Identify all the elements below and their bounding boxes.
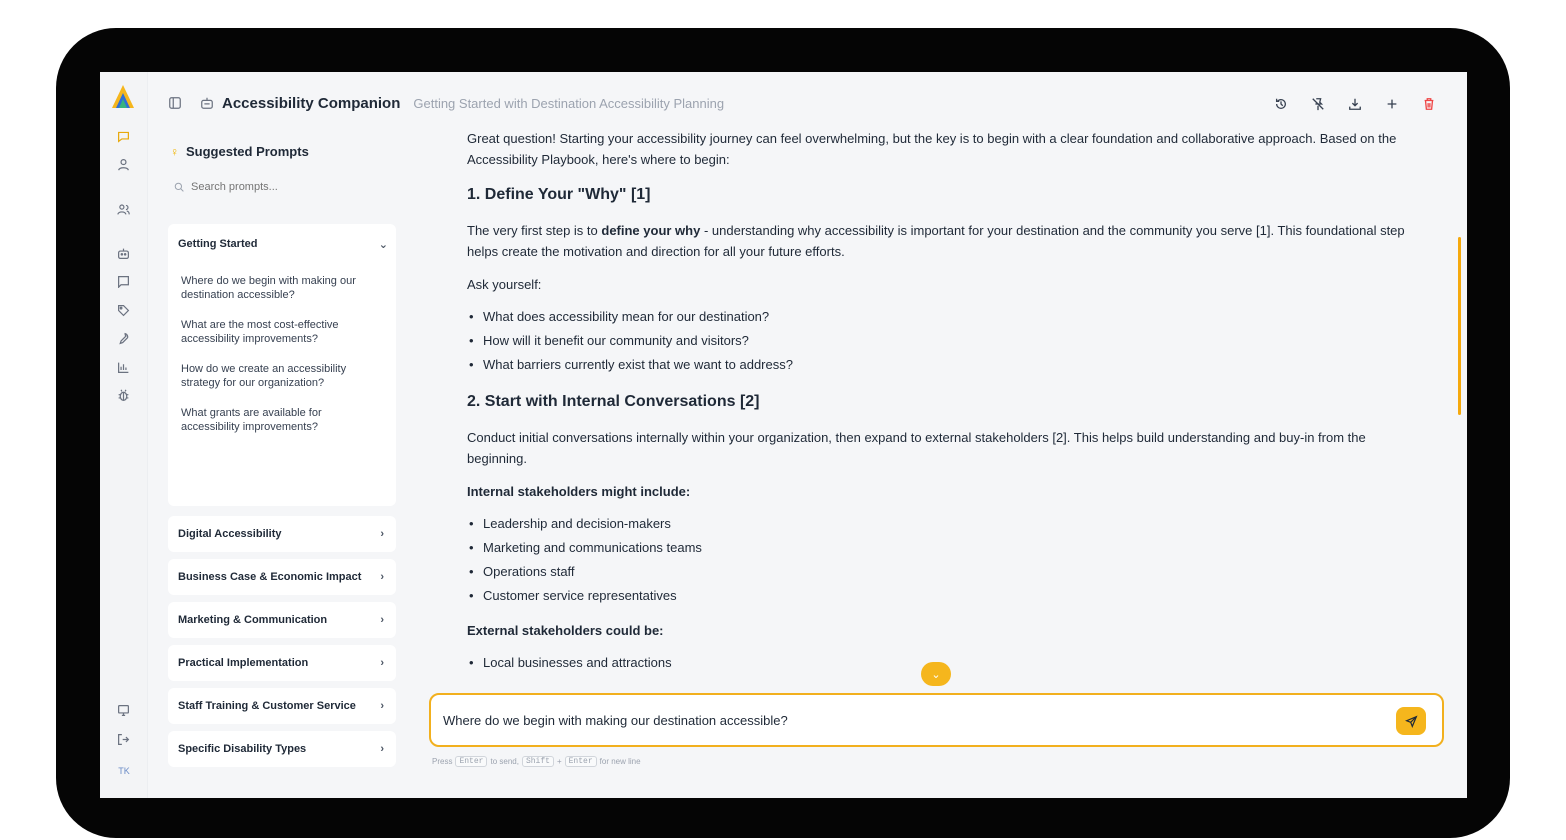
list-item: • Marketing and communications teams xyxy=(467,536,1427,560)
bug-icon[interactable] xyxy=(114,386,132,404)
suggested-prompts-panel xyxy=(168,134,412,798)
chevron-right-icon: › xyxy=(380,528,384,540)
header xyxy=(148,72,1467,134)
bot-icon xyxy=(200,96,214,110)
users-icon[interactable] xyxy=(114,200,132,218)
question-list xyxy=(467,305,1427,377)
app-title: Accessibility Companion xyxy=(222,94,401,112)
unpin-icon[interactable] xyxy=(1309,95,1326,112)
wrench-icon[interactable] xyxy=(114,329,132,347)
chevron-down-icon: ⌄ xyxy=(931,668,941,681)
prompt-group-staff-training[interactable]: Staff Training & Customer Service › xyxy=(168,688,396,724)
message-input[interactable] xyxy=(443,710,1343,730)
subheading: External stakeholders could be: xyxy=(467,623,664,638)
prompt-group-digital-accessibility[interactable]: Digital Accessibility › xyxy=(168,516,396,552)
prompt-group-marketing[interactable]: Marketing & Communication › xyxy=(168,602,396,638)
lightbulb-icon: ♀ xyxy=(170,144,179,159)
section-heading: 1. Define Your "Why" [1] xyxy=(467,186,651,203)
list-item: • Operations staff xyxy=(467,560,1427,584)
prompt-item[interactable]: Where do we begin with making our destination accessible? xyxy=(181,275,356,301)
prompt-item[interactable]: What grants are available for accessibility improvements? xyxy=(181,407,322,433)
prompt-group-header[interactable]: Getting Started ⌄ xyxy=(178,238,388,251)
sidebar-toggle-icon[interactable] xyxy=(168,96,182,110)
list-item: • What does accessibility mean for our destination? xyxy=(467,305,1427,329)
app-logo xyxy=(111,84,135,110)
prompt-group-disability-types[interactable]: Specific Disability Types › xyxy=(168,731,396,767)
list-item: • Customer service representatives xyxy=(467,584,1427,608)
internal-stakeholder-list xyxy=(467,512,1427,608)
keyboard-hint: Press Enter to send, Shift + Enter for new line xyxy=(432,757,641,766)
suggested-prompts-title: ♀ Suggested Prompts xyxy=(170,144,309,159)
chevron-right-icon: › xyxy=(380,743,384,755)
chevron-right-icon: › xyxy=(380,571,384,583)
list-item: • Leadership and decision-makers xyxy=(467,512,1427,536)
tag-icon[interactable] xyxy=(114,301,132,319)
message-paragraph: The very first step is to define your why - understanding why accessibility is important for your destination and the community you serve [1]. This foundational step helps create the motivation and direction for all your future efforts. xyxy=(467,223,1405,259)
kbd-enter: Enter xyxy=(565,756,597,767)
prompt-group-practical-implementation[interactable]: Practical Implementation › xyxy=(168,645,396,681)
message-icon[interactable] xyxy=(114,272,132,290)
history-icon[interactable] xyxy=(1272,95,1289,112)
section-heading: 2. Start with Internal Conversations [2] xyxy=(467,393,760,410)
chevron-right-icon: › xyxy=(380,700,384,712)
monitor-icon[interactable] xyxy=(114,701,132,719)
chevron-right-icon: › xyxy=(380,614,384,626)
message-composer xyxy=(429,693,1444,747)
trash-icon[interactable] xyxy=(1420,95,1437,112)
message-paragraph: Ask yourself: xyxy=(467,277,542,292)
chevron-down-icon: ⌄ xyxy=(378,238,388,251)
subheading: Internal stakeholders might include: xyxy=(467,484,691,499)
chat-icon[interactable] xyxy=(114,127,132,145)
bot-icon[interactable] xyxy=(114,244,132,262)
avatar[interactable]: TK xyxy=(118,766,130,776)
chevron-right-icon: › xyxy=(380,657,384,669)
user-icon[interactable] xyxy=(114,155,132,173)
prompt-group-business-case[interactable]: Business Case & Economic Impact › xyxy=(168,559,396,595)
message-intro: Great question! Starting your accessibility journey can feel overwhelming, but the key is to begin with a clear foundation and collaborative approach. Based on the Accessibility Playbook, here's where to begin: xyxy=(467,131,1397,167)
conversation-title: Getting Started with Destination Accessibility Planning xyxy=(413,95,725,111)
prompt-item[interactable]: How do we create an accessibility strategy for our organization? xyxy=(181,363,347,389)
send-button[interactable] xyxy=(1396,707,1426,735)
app-window xyxy=(100,72,1467,798)
kbd-enter: Enter xyxy=(455,756,487,767)
kbd-shift: Shift xyxy=(522,756,554,767)
send-icon xyxy=(1405,715,1418,728)
search-input[interactable] xyxy=(191,181,371,193)
list-item: • Local businesses and attractions xyxy=(467,651,1427,675)
message-paragraph: Conduct initial conversations internally within your organization, then expand to external stakeholders [2]. This helps build understanding and buy-in from the beginning. xyxy=(467,430,1366,466)
search-icon xyxy=(174,182,184,192)
logout-icon[interactable] xyxy=(114,730,132,748)
prompt-group-getting-started xyxy=(168,224,396,506)
list-item: • How will it benefit our community and visitors? xyxy=(467,329,1427,353)
header-actions xyxy=(1272,95,1437,112)
plus-icon[interactable] xyxy=(1383,95,1400,112)
list-item: • What barriers currently exist that we want to address? xyxy=(467,353,1427,377)
scroll-down-button[interactable] xyxy=(921,662,951,686)
left-rail xyxy=(100,72,148,798)
assistant-message xyxy=(467,128,1427,678)
chart-icon[interactable] xyxy=(114,358,132,376)
scrollbar[interactable] xyxy=(1458,237,1461,415)
download-icon[interactable] xyxy=(1346,95,1363,112)
prompt-item[interactable]: What are the most cost-effective accessibility improvements? xyxy=(181,319,339,345)
prompt-search[interactable] xyxy=(174,178,394,196)
